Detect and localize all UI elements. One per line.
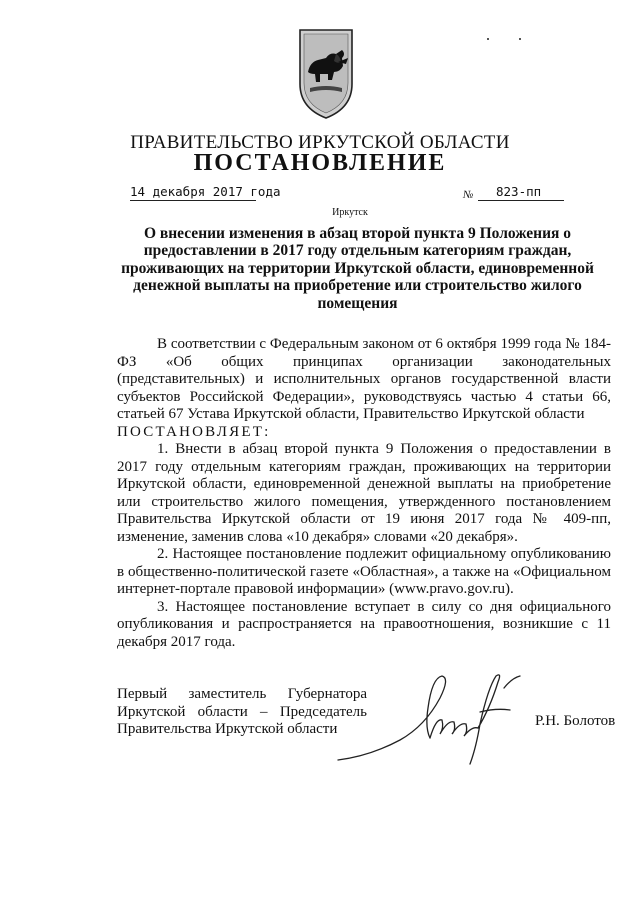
government-title: ПРАВИТЕЛЬСТВО ИРКУТСКОЙ ОБЛАСТИ — [130, 132, 510, 153]
preamble-paragraph: В соответствии с Федеральным законом от 6 октября 1999 года № 184-ФЗ «Об общих принципах организации законодательных (представительных) и исполнительных органов государственной власти субъектов Российской Федерации», руководствуясь частью 4 статьи 66, статьей 67 Устава Иркутской области, Правительство Иркутской области — [117, 336, 611, 422]
signer-position: Первый заместитель Губернатора Иркутской области – Председатель Правительства Иркутской области — [117, 686, 367, 737]
document-body — [117, 336, 611, 651]
clause-1: 1. Внести в абзац второй пункта 9 Положения о предоставлении в 2017 году отдельным категориям граждан, проживающих на территории Иркутской области, единовременной денежной выплаты на приобретение или строительство жилого помещения, утвержденного постановлением Правительства Иркутской области от 19 июня 2017 года № 409-пп, изменение, заменив слова «10 декабря» словами «20 декабря». — [117, 441, 611, 545]
scan-speck — [519, 38, 521, 40]
document-date: 14 декабря 2017 года — [130, 184, 281, 199]
decree-word: ПОСТАНОВЛЯЕТ: — [117, 423, 271, 440]
document-type-title: ПОСТАНОВЛЕНИЕ — [193, 150, 447, 176]
coat-of-arms-emblem — [296, 28, 356, 120]
clause-3: 3. Настоящее постановление вступает в силу со дня официального опубликования и распространяется на правоотношения, возникшие с 11 декабря 2017 года. — [117, 598, 611, 650]
document-number: 823-пп — [478, 184, 564, 201]
scan-speck — [487, 38, 489, 40]
document-city: Иркутск — [332, 207, 368, 218]
document-number-label: № — [463, 189, 474, 201]
signer-name: Р.Н. Болотов — [535, 713, 616, 729]
document-subject: О внесении изменения в абзац второй пункта 9 Положения о предоставлении в 2017 году отдельным категориям граждан, проживающих на территории Иркутской области, единовременной денежной выплаты на приобретение или строительство жилого помещения — [121, 225, 594, 312]
handwritten-signature — [330, 668, 540, 768]
clause-2: 2. Настоящее постановление подлежит официальному опубликованию в общественно-политической газете «Областная», а также на «Официальном интернет-портале правовой информации» (www.pravo.gov.ru). — [117, 546, 611, 597]
